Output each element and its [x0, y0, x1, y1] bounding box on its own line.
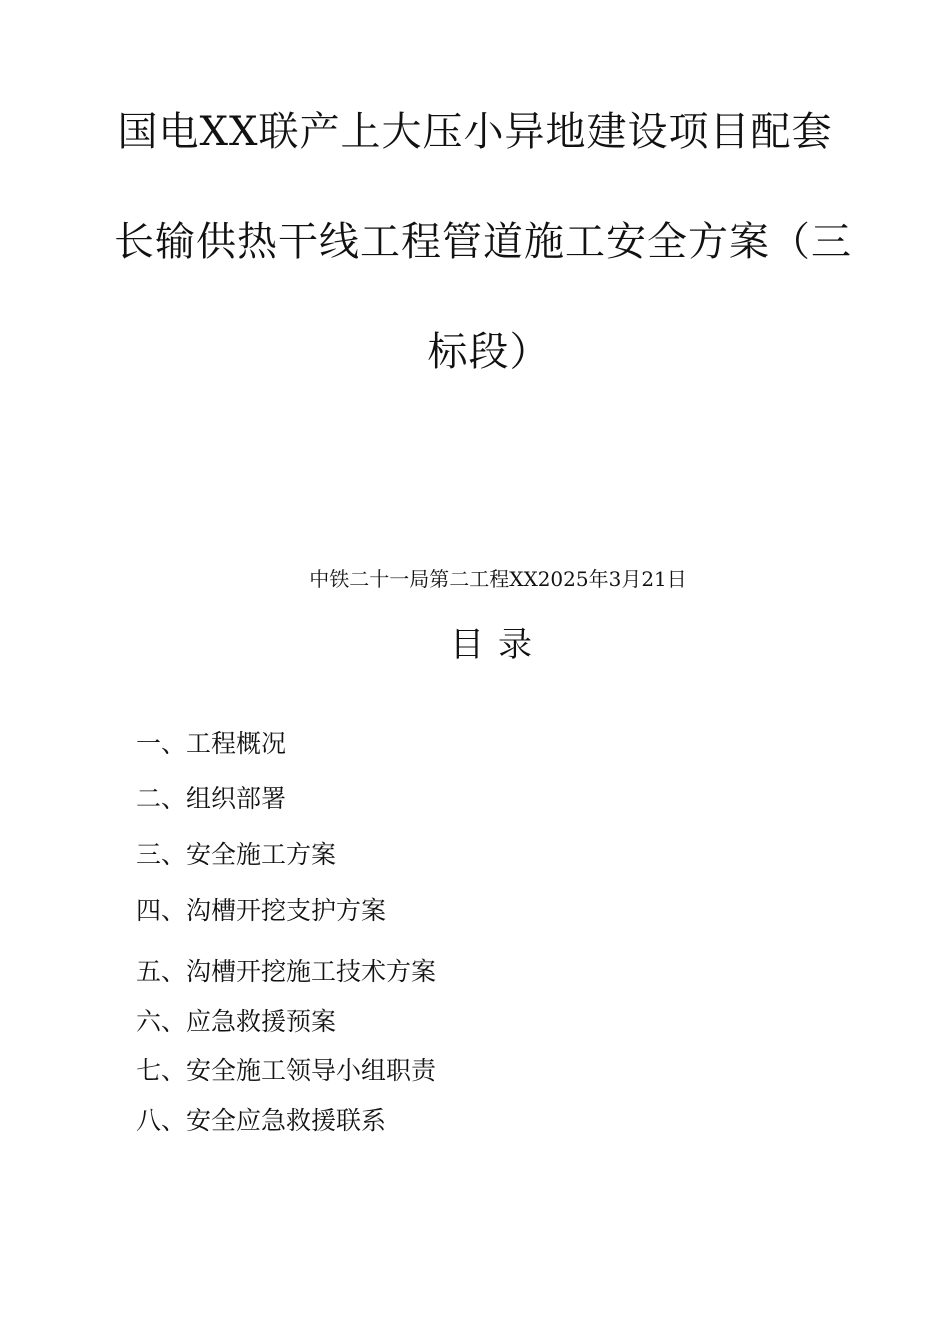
toc-item: 五、沟槽开挖施工技术方案 — [136, 957, 437, 986]
toc-item: 二、组织部署 — [136, 784, 287, 813]
toc-item: 三、安全施工方案 — [136, 840, 337, 869]
toc-item: 七、安全施工领导小组职责 — [136, 1056, 437, 1085]
toc-item: 八、安全应急救援联系 — [136, 1106, 387, 1135]
toc-heading: 目录 — [450, 625, 546, 665]
toc-item: 四、沟槽开挖支护方案 — [136, 896, 387, 925]
toc-item: 一、工程概况 — [136, 729, 287, 758]
document-title-line-3: 标段） — [427, 329, 551, 375]
organization-and-date: 中铁二十一局第二工程XX2025年3月21日 — [309, 567, 687, 591]
document-title-line-1: 国电XX联产上大压小异地建设项目配套 — [117, 109, 833, 155]
document-title-line-2: 长输供热干线工程管道施工安全方案（三 — [114, 219, 852, 265]
toc-item: 六、应急救援预案 — [136, 1007, 337, 1036]
